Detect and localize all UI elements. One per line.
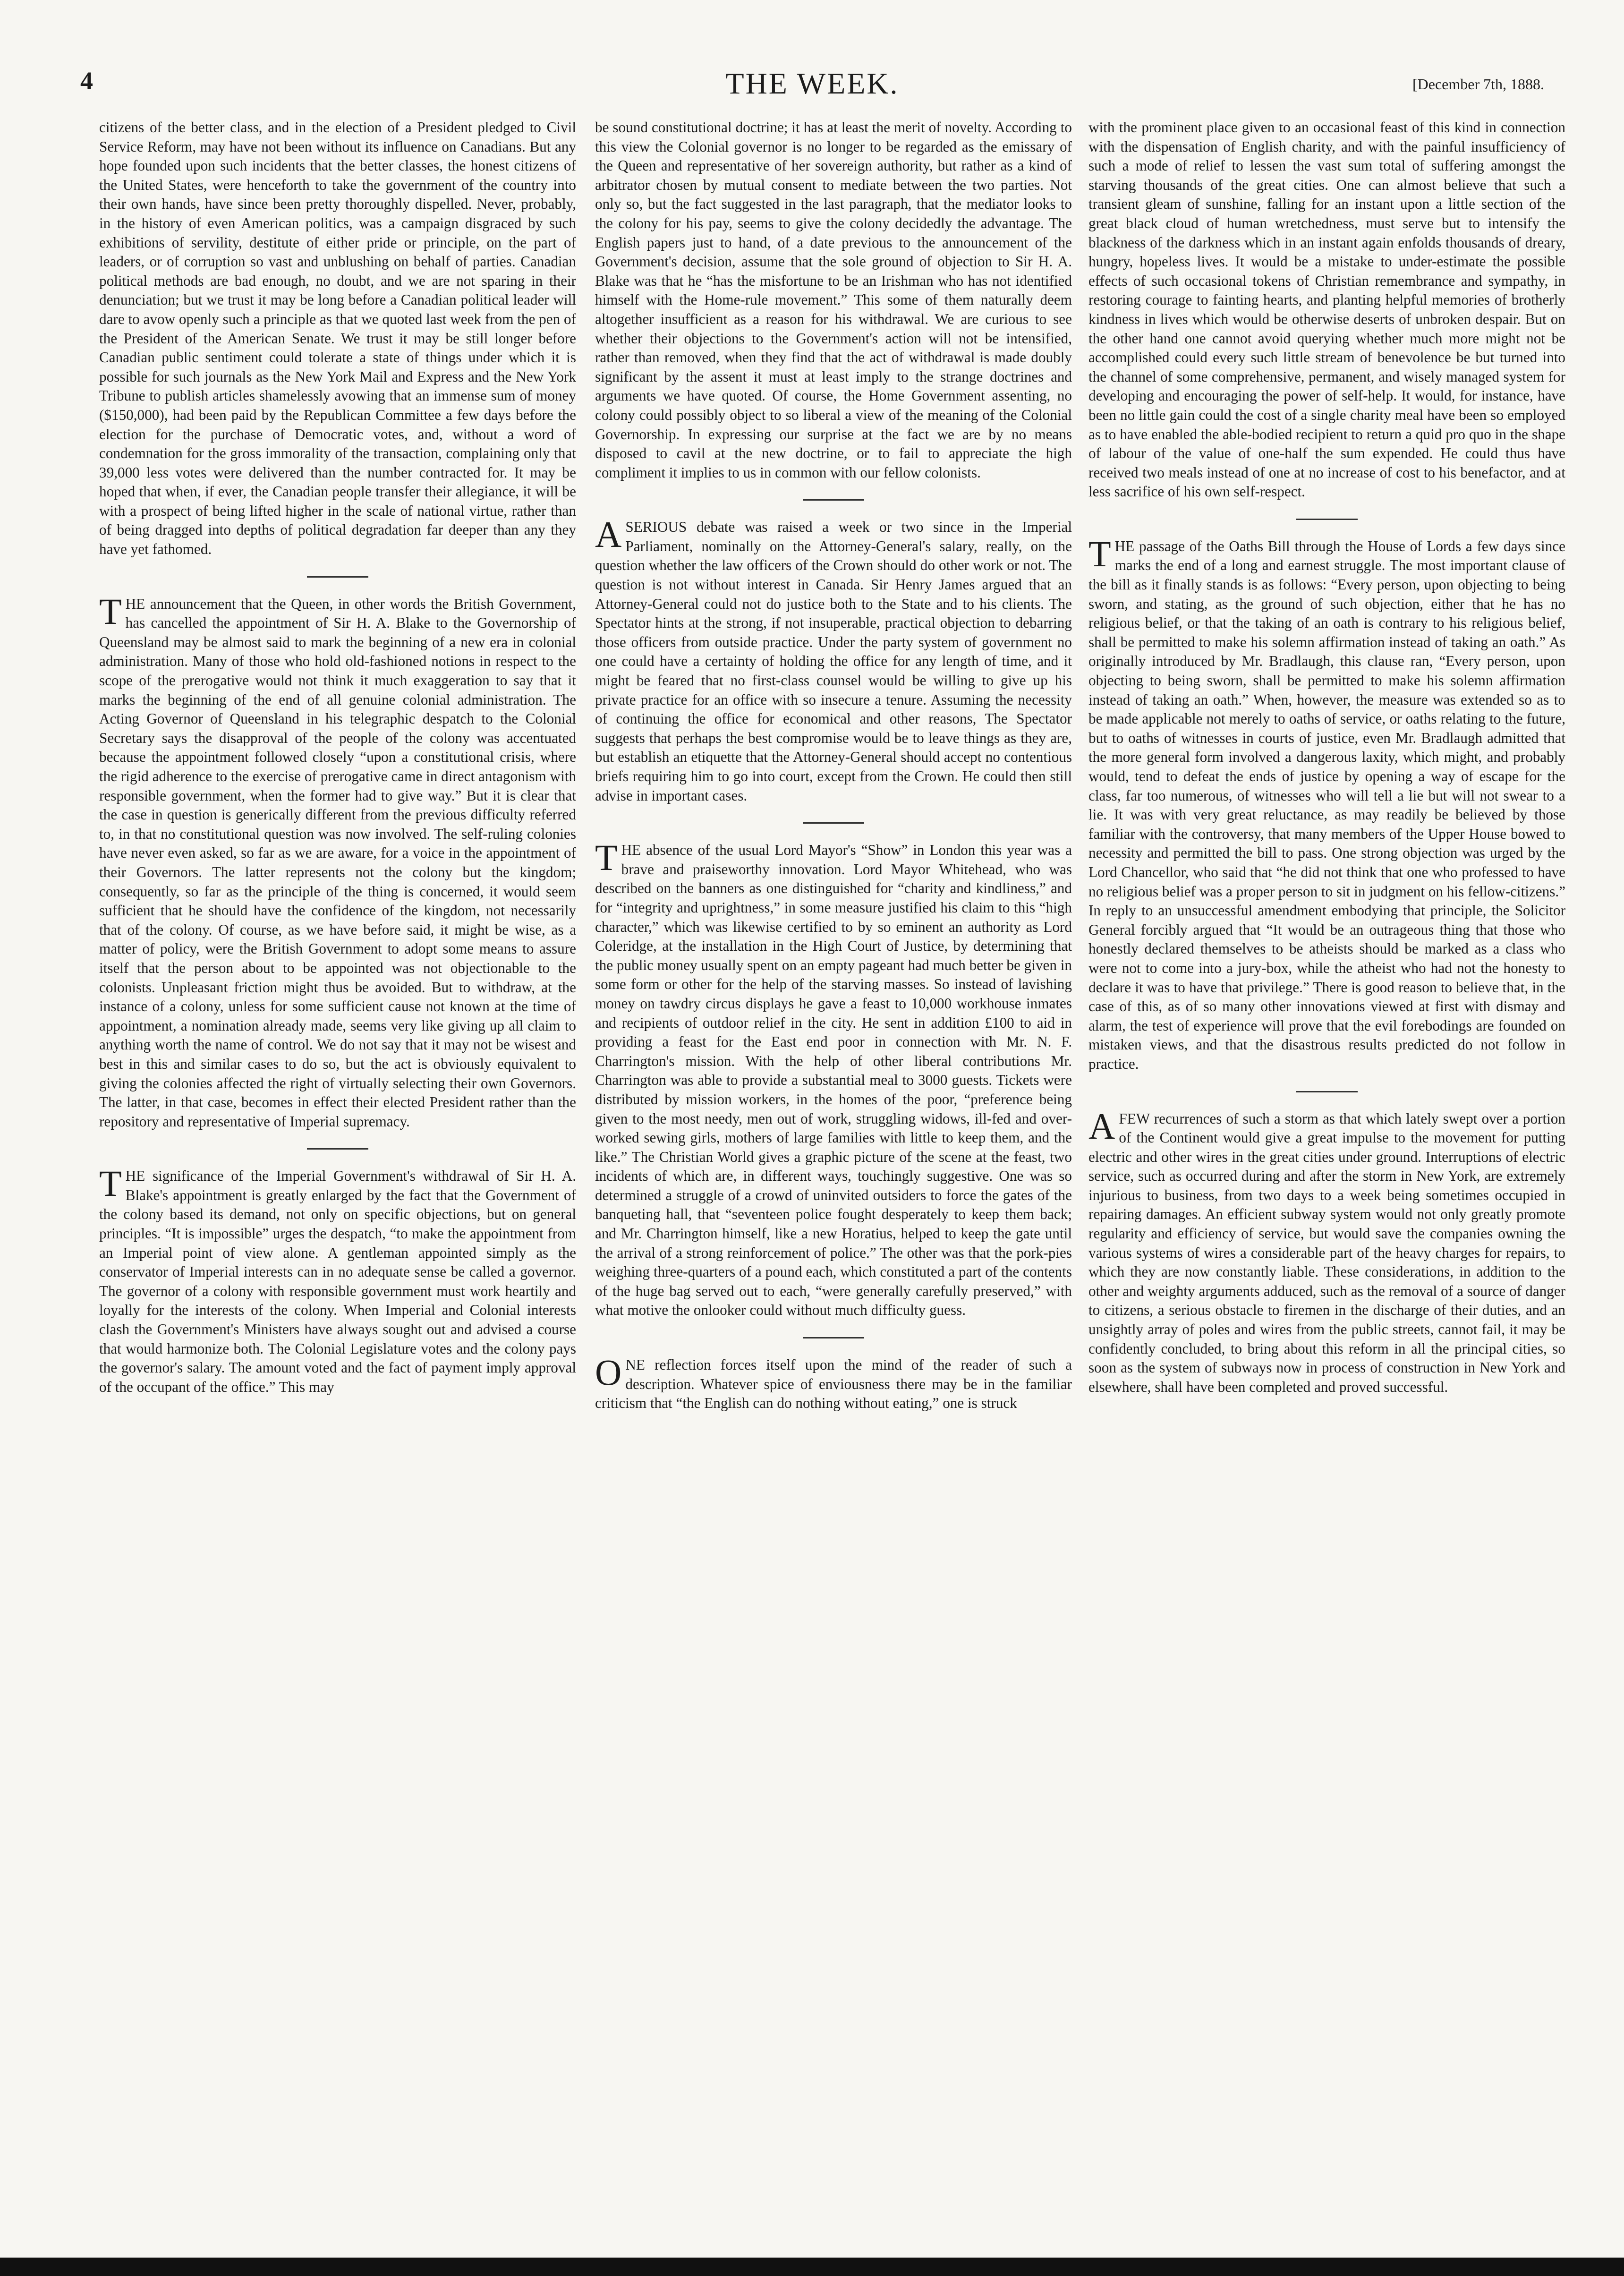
section-divider — [307, 1148, 368, 1150]
column-3 — [1088, 118, 1565, 1397]
article-paragraph: be sound constitutional doctrine; it has at least the merit of novelty. According to this view the Colonial governor is no longer to be regarded as the emissary of the Queen and representative of her sovereign authority, but rather as a kind of arbitrator chosen by mutual consent to mediate between the two parties. Not only so, but the fact suggested in the last paragraph, that the mediator looks to the colony for his pay, seems to give the colony decidedly the advantage. The English papers just to hand, of a date previous to the announcement of the Government's decision, assume that the sole ground of objection to Sir H. A. Blake was that he “has the misfortune to be an Irishman who has not identified himself with the Home-rule movement.” This some of them naturally deem altogether insufficient as a reason for his withdrawal. We are curious to see whether their objections to the Government's action will not be intensified, rather than removed, when they find that the act of withdrawal is made doubly significant by the assent it must at least imply to the strange doctrines and arguments we have quoted. Of course, the Home Government assenting, no colony could possibly object to so liberal a view of the meaning of the Colonial Governorship. In expressing our surprise at the fact we are by no means disposed to cavil at the new doctrine, or to fail to appreciate the high compliment it implies to us in common with our fellow colonists. — [595, 119, 1072, 481]
section-divider — [1296, 1091, 1358, 1092]
article-paragraph: citizens of the better class, and in the election of a President pledged to Civil Service Reform, may have not been without its influence on Canadians. But any hope founded upon such incidents that the better classes, the honest citizens of the United States, were henceforth to take the government of the country into their own hands, have since been pretty thoroughly dispelled. Never, probably, in the history of even American politics, was a campaign disgraced by such exhibitions of servility, destitute of either pride or principle, on the part of leaders, or of corruption so vast and unblushing on behalf of parties. Canadian political methods are bad enough, no doubt, and we are not sparing in their denunciation; but we trust it may be long before a Canadian political leader will dare to avow openly such a principle as that we quoted last week from the pen of the President of the American Senate. We trust it may be still longer before Canadian public sentiment could tolerate a state of things under which it is possible for such journals as the New York Mail and Express and the New York Tribune to publish articles shamelessly avowing that an immense sum of money ($150,000), had been paid by the Republican Committee a few days before the election for the purchase of Democratic votes, and, without a word of condemnation for the gross immorality of the transaction, complaining only that 39,000 less votes were delivered than the number contracted for. It may be hoped that when, if ever, the Canadian people transfer their allegiance, it will be with a prospect of being lifted higher in the scale of national virtue, rather than of being dragged into depths of political degradation far deeper than any they have yet fathomed. — [99, 119, 576, 558]
article-paragraph: THE significance of the Imperial Government's withdrawal of Sir H. A. Blake's appointment is greatly enlarged by the fact that the Government of the colony based its demand, not only on specific objections, but on general principles. “It is impossible” urges the despatch, “to make the appointment from an Imperial point of view alone. A gentleman appointed simply as the conservator of Imperial interests can in no adequate sense be called a governor. The governor of a colony with responsible government must work heartily and loyally for the interests of the colony. When Imperial and Colonial interests clash the Government's Ministers have always sought out and advised a course that would harmonize both. The Colonial Legislature votes and the colony pays the governor's salary. The amount voted and the fact of payment imply approval of the occupant of the office.” This may — [99, 1163, 576, 1395]
issue-date: [December 7th, 1888. — [1412, 76, 1544, 93]
section-divider — [307, 576, 368, 578]
page-number: 4 — [80, 67, 93, 95]
article-paragraph: THE announcement that the Queen, in other words the British Government, has cancelled the appointment of Sir H. A. Blake to the Governorship of Queensland may be almost said to mark the beginning of a new era in colonial administration. Many of those who hold old-fashioned notions in respect to the scope of the prerogative would not think it much exaggeration to say that it marks the beginning of the end of all genuine colonial administration. The Acting Governor of Queensland in his telegraphic despatch to the Colonial Secretary says the disapproval of the people of the colony was accentuated because the appointment followed closely “upon a constitutional crisis, where the rigid adherence to the exercise of prerogative came in direct antagonism with responsible government, when the former had to give way.” But it is clear that the case in question is generically different from the previous difficulty referred to, in that no constitutional question was now involved. The self-ruling colonies have never even asked, so far as we are aware, for a voice in the appointment of their Governors. The latter represents not the colony but the kingdom; consequently, so far as the principle of the thing is concerned, it would seem sufficient that he should have the confidence of the kingdom, not necessarily that of the colony. Of course, as we have before said, it might be wise, as a matter of policy, were the British Government to adopt some means to assure itself that the person about to be appointed was not objectionable to the colonists. Unpleasant friction might thus be avoided. But to withdraw, at the instance of a colony, unless for some sufficient cause not known at the time of appointment, a nomination already made, seems very like giving up all claim to anything worth the name of control. We do not say that it may not be wisest and best in this and similar cases to do so, but the act is obviously equivalent to giving the colonies affected the right of virtually selecting their own Governors. The latter, in that case, becomes in effect their elected President rather than the repository and representative of Imperial supremacy. — [99, 590, 576, 1130]
publication-title: THE WEEK. — [725, 67, 899, 100]
article-paragraph: THE absence of the usual Lord Mayor's “Show” in London this year was a brave and praiseworthy innovation. Lord Mayor Whitehead, who was described on the banners as one distinguished for “charity and kindliness,” and for “integrity and uprightness,” in some measure justified his claim to this “high character,” which was likewise certified to by so eminent an authority as Lord Coleridge, at the installation in the High Court of Justice, by determining that the public money usually spent on an empty pageant had much better be given in some form or other for the help of the starving masses. So instead of lavishing money on tawdry circus displays he gave a feast to 10,000 workhouse inmates and recipients of outdoor relief in the city. He sent in addition £100 to aid in providing a feast for the East end poor in connection with Mr. N. F. Charrington's mission. With the help of other liberal contributions Mr. Charrington was able to provide a substantial meal to 3000 guests. Tickets were distributed by mission workers, in the homes of the poor, “preference being given to the most needy, men out of work, struggling widows, ill-fed and over-worked sewing girls, mothers of large families with little to keep them, and the like.” The Christian World gives a graphic picture of the scene at the feast, two incidents of which are, in different ways, touchingly suggestive. One was so determined a struggle of a crowd of uninvited outsiders to force the gates of the banqueting hall, that “seventeen police fought desperately to keep them back; and Mr. Charrington himself, like a new Horatius, helped to keep the gate until the arrival of a strong reinforcement of police.” The other was that the pork-pies weighing three-quarters of a pound each, which constituted a part of the contents of the huge bag served out to each, “were generally carefully preserved,” with what motive the onlooker could without much difficulty guess. — [595, 837, 1072, 1319]
column-2 — [595, 118, 1072, 1413]
section-divider — [1296, 519, 1358, 520]
article-paragraph: ONE reflection forces itself upon the mind of the reader of such a description. Whatever spice of enviousness there may be in the familiar criticism that “the English can do nothing without eating,” one is struck — [595, 1352, 1072, 1412]
article-paragraph: with the prominent place given to an occasional feast of this kind in connection with the dispensation of English charity, and with the painful insufficiency of such a mode of relief to lessen the vast sum total of suffering amongst the starving thousands of the great cities. One can almost believe that such a transient gleam of sunshine, falling for an instant upon a little section of the great black cloud of human wretchedness, must serve but to intensify the blackness of the darkness which in an instant again enfolds thousands of dreary, hungry, hopeless lives. It would be a mistake to under-estimate the possible effects of such occasional tokens of Christian remembrance and sympathy, in restoring courage to fainting hearts, and planting helpful memories of brotherly kindness in lives which would be otherwise deserts of unbroken despair. But on the other hand one cannot avoid querying whether much more might not be accomplished could every such little stream of benevolence be but turned into the channel of some comprehensive, permanent, and wisely managed system for developing and encouraging the power of self-help. It would, for instance, have been no little gain could the cost of a single charity meal have been so employed as to have enabled the able-bodied recipient to return a quid pro quo in the shape of labour of the value of one-half the sum expended. He could thus have received two meals instead of one at no increase of cost to his benefactor, and at less sacrifice of his own self-respect. — [1088, 119, 1565, 500]
article-paragraph: THE passage of the Oaths Bill through the House of Lords a few days since marks the end of a long and earnest struggle. The most important clause of the bill as it finally stands is as follows: “Every person, upon objecting to being sworn, and stating, as the ground of such objection, either that he has no religious belief, or that the taking of an oath is contrary to his religious belief, shall be permitted to make his solemn affirmation instead of taking an oath.” As originally introduced by Mr. Bradlaugh, this clause ran, “Every person, upon objecting to being sworn, shall be permitted to make his solemn affirmation instead of taking an oath.” When, however, the measure was extended so as to be made applicable not merely to oaths of service, or oaths relating to the future, but to oaths of witnesses in courts of justice, even Mr. Bradlaugh admitted that the more general form involved a dangerous laxity, which might, and probably would, tend to defeat the ends of justice by opening a way of escape for the class, far too numerous, of witnesses who will tell a lie but will not swear to a lie. It was with very great reluctance, as may readily be believed by those familiar with the controversy, that many members of the Upper House bowed to necessity and permitted the bill to pass. One strong objection was urged by the Lord Chancellor, who said that “he did not think that one who professed to have no religious belief was a proper person to sit in judgment on his fellow-citizens.” In reply to an unsuccessful amendment embodying that principle, the Solicitor General forcibly argued that “It would be an outrageous thing that those who honestly declared themselves to be atheists should be marked as a class who were not to come into a jury-box, while the atheist who had not the honesty to declare it was to have that privilege.” There is good reason to believe that, in the case of this, as of so many other innovations viewed at first with dismay and alarm, the test of experience will prove that the evil forebodings are founded on mistaken views, and that the disastrous results predicted do not follow in practice. — [1088, 533, 1565, 1072]
section-divider — [803, 1337, 864, 1338]
section-divider — [803, 499, 864, 501]
article-paragraph: AFEW recurrences of such a storm as that which lately swept over a portion of the Continent would give a great impulse to the movement for putting electric and other wires in the great cities under ground. Interruptions of electric service, such as occurred during and after the storm in New York, are extremely injurious to business, from two days to a week being sometimes occupied in repairing damages. An efficient subway system would not only greatly promote regularity and efficiency of service, but would save the companies owning the various systems of wires a considerable part of the heavy charges for repairs, to which they are now constantly liable. These considerations, in addition to the other and weighty arguments adduced, such as the removal of a source of danger to citizens, a serious obstacle to firemen in the discharge of their duties, and an unsightly array of poles and wires from the public streets, cannot fail, it may be confidently concluded, to bring about this reform in all the principal cities, so soon as the system of subways now in process of construction in New York and elsewhere, shall have been completed and proved successful. — [1088, 1105, 1565, 1395]
scan-edge-shadow — [0, 2258, 1624, 2276]
column-1 — [99, 118, 576, 1397]
section-divider — [803, 822, 864, 824]
article-paragraph: ASERIOUS debate was raised a week or two since in the Imperial Parliament, nominally on the Attorney-General's salary, really, on the question whether the law officers of the Crown should do other work or not. The question is not without interest in Canada. Sir Henry James argued that an Attorney-General could not do justice both to the State and to his clients. The Spectator hints at the strong, if not insuperable, practical objection to debarring those officers from outside practice. Under the party system of government no one could have a certainty of holding the office for any length of time, and it might be feared that no first-class counsel would be willing to give up his private practice for an office with so insecure a tenure. Assuming the necessity of continuing the office for economical and other reasons, The Spectator suggests that perhaps the best compromise would be to leave things as they are, but establish an etiquette that the Attorney-General should accept no contentious briefs requiring him to go into court, except from the Crown. He could then still advise in important cases. — [595, 514, 1072, 804]
page-header — [80, 66, 1544, 104]
